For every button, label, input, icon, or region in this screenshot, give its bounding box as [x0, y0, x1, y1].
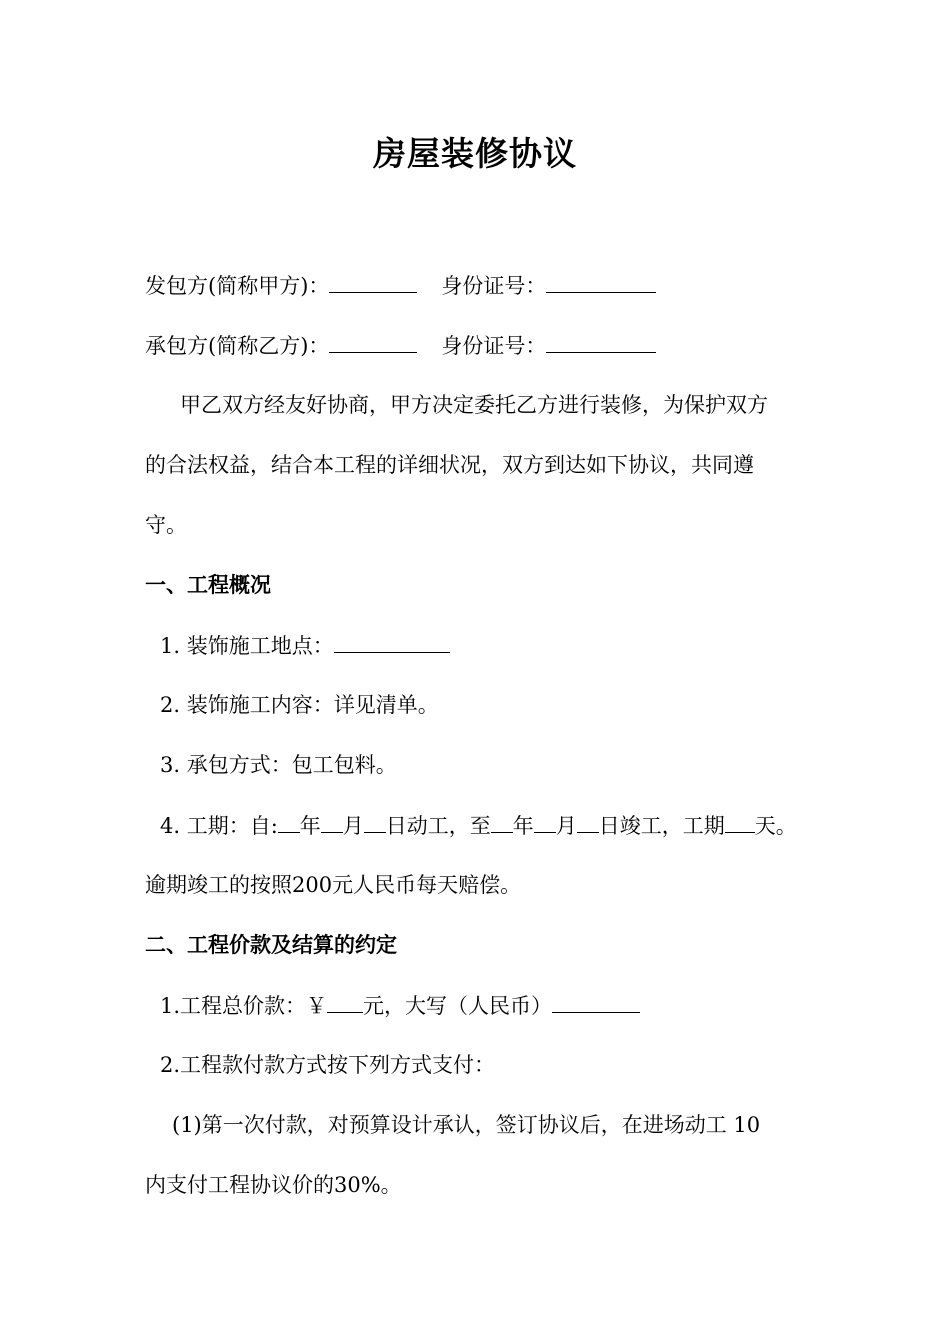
section-2-sub-1-line-2: 内支付工程协议价的30%。 — [145, 1173, 402, 1197]
site-blank[interactable] — [334, 630, 450, 653]
section-1-item-2: 2. 装饰施工内容：详见清单。 — [160, 693, 439, 717]
start-year-blank[interactable] — [278, 810, 300, 833]
party-b-line — [145, 330, 656, 361]
end-day-blank[interactable] — [577, 810, 599, 833]
days-label: 天。 — [754, 814, 797, 838]
party-b-id-blank[interactable] — [546, 330, 656, 353]
section-1-item-1 — [160, 630, 450, 661]
duration-blank[interactable] — [725, 810, 755, 833]
intro-line-2: 的合法权益，结合本工程的详细状况，双方到达如下协议，共同遵 — [145, 453, 754, 477]
start-label: 日动工，至 — [385, 814, 491, 838]
party-b-id-label: 身份证号： — [441, 334, 547, 358]
section-1-item-4-line-2: 逾期竣工的按照200元人民币每天赔偿。 — [145, 873, 522, 897]
schedule-prefix: 4. 工期：自: — [160, 814, 278, 838]
year-label-2: 年 — [512, 814, 534, 838]
party-b-name-blank[interactable] — [329, 330, 417, 353]
section-2-item-2: 2.工程款付款方式按下列方式支付： — [160, 1053, 496, 1077]
party-a-name-blank[interactable] — [329, 270, 417, 293]
section-1-heading: 一、工程概况 — [145, 572, 271, 597]
month-label-2: 月 — [555, 814, 577, 838]
start-month-blank[interactable] — [321, 810, 343, 833]
party-a-id-label: 身份证号： — [441, 274, 547, 298]
total-price-prefix: 1.工程总价款：￥ — [160, 994, 328, 1018]
total-price-blank[interactable] — [327, 990, 363, 1013]
start-day-blank[interactable] — [364, 810, 386, 833]
month-label: 月 — [342, 814, 364, 838]
end-label: 日竣工，工期 — [598, 814, 725, 838]
section-1-item-4 — [160, 810, 797, 841]
total-price-words-blank[interactable] — [552, 990, 640, 1013]
year-label: 年 — [299, 814, 321, 838]
end-month-blank[interactable] — [534, 810, 556, 833]
party-a-label: 发包方(简称甲方)： — [145, 274, 330, 298]
intro-line-3: 守。 — [145, 513, 187, 537]
section-2-heading: 二、工程价款及结算的约定 — [145, 932, 397, 957]
end-year-blank[interactable] — [491, 810, 513, 833]
intro-line-1: 甲乙双方经友好协商，甲方决定委托乙方进行装修，为保护双方 — [180, 393, 768, 417]
section-2-item-1 — [160, 990, 640, 1021]
section-2-sub-1-line-1: (1)第一次付款，对预算设计承认，签订协议后，在进场动工 10 — [172, 1113, 761, 1137]
party-a-id-blank[interactable] — [546, 270, 656, 293]
party-a-line — [145, 270, 656, 301]
party-b-label: 承包方(简称乙方)： — [145, 334, 330, 358]
total-price-mid: 元，大写（人民币） — [363, 994, 553, 1018]
page-title: 房屋装修协议 — [373, 134, 577, 173]
site-label: 1. 装饰施工地点： — [160, 634, 334, 658]
section-1-item-3: 3. 承包方式：包工包料。 — [160, 753, 397, 777]
